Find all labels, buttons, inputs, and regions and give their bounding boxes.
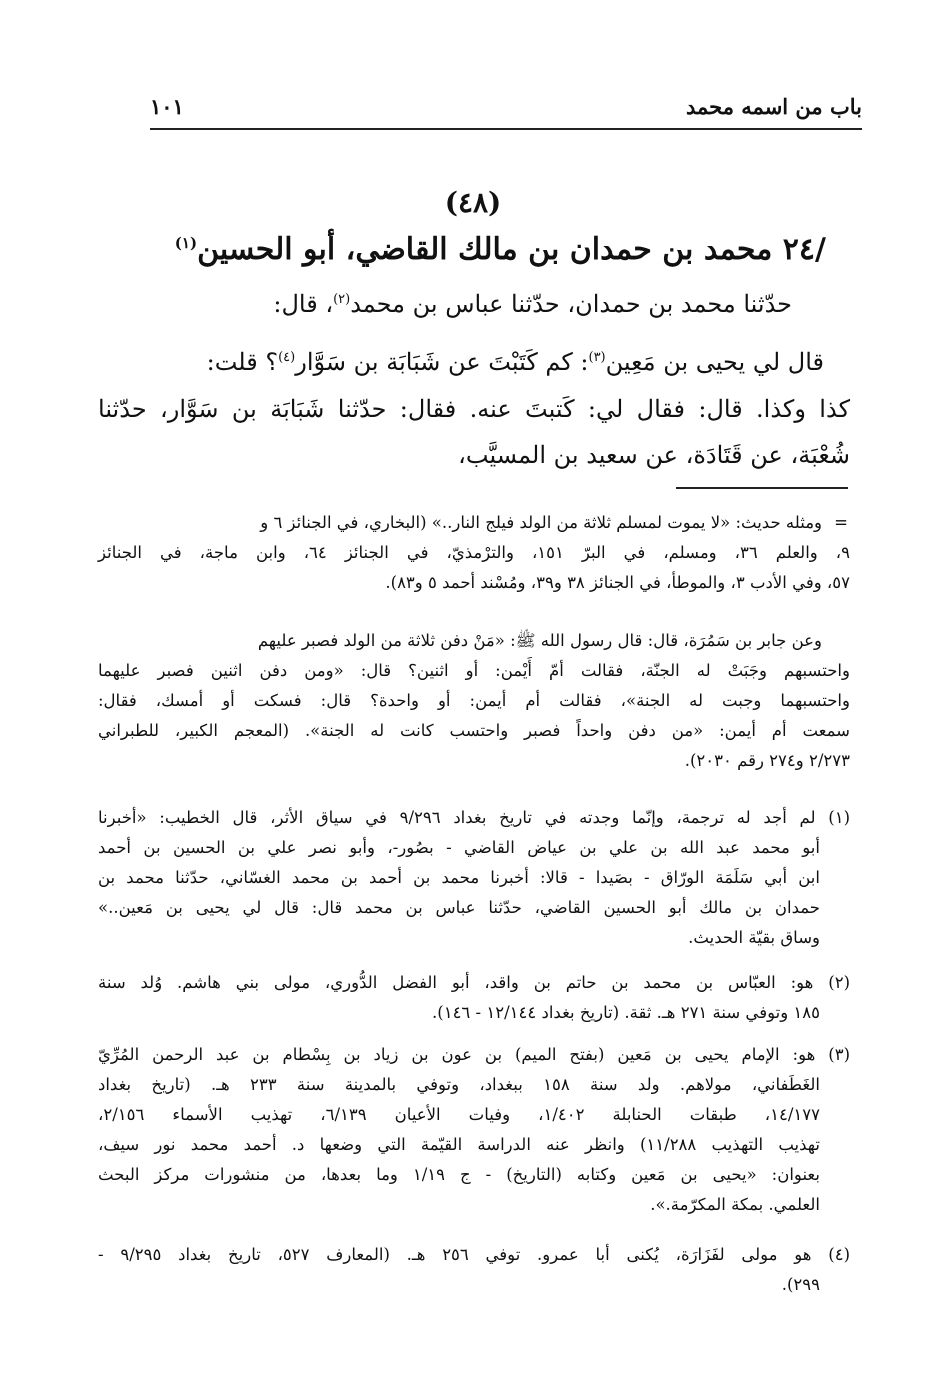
footnote-line: ٢/٢٧٣ و٢٧٤ رقم ٢٠٣٠). (684, 751, 850, 770)
isnad-end: ، قال: (273, 290, 334, 318)
footnote-4 (98, 1240, 850, 1300)
footnote-line: أبو محمد عبد الله بن علي بن عياض القاضي - بصُور-، وأبو نصر علي بن الحسين بن أحمد (98, 838, 820, 857)
text-segment: ؟ قلت: (206, 348, 279, 376)
page-number: ١٠١ (150, 94, 184, 119)
footnote-line: العلمي. بمكة المكرّمة.». (650, 1195, 820, 1214)
footnote-3 (98, 1040, 850, 1220)
footnote-ref: (٤) (278, 350, 296, 365)
footnote-line: تهذيب التهذيب ١١/٢٨٨) وانظر عنه الدراسة القيّمة التي وضعها د. أحمد محمد نور سيف، (98, 1135, 820, 1154)
continuation-marker: = (834, 513, 848, 532)
footnote-line: (٢) هو: العبّاس بن محمد بن حاتم بن واقد، أبو الفضل الدُّوري، مولى بني هاشم. وُلد سنة (98, 973, 850, 992)
text-line-3: شُعْبَة، عن قَتَادَة، عن سعيد بن المسيَّب، (458, 441, 850, 469)
running-title: باب من اسمه محمد (686, 94, 862, 119)
footnote-line: ابن أبي سَلَمَة الورّاق - بصَيدا - قالا: أخبرنا محمد بن أحمد بن محمد الغسّاني، حدّثنا محمد بن (98, 868, 820, 887)
footnote-line: ٥٧، وفي الأدب ٣، والموطأ، في الجنائز ٣٨ و٣٩، ومُسْند أحمد ٥ و٨٣). (385, 573, 850, 592)
isnad-line (132, 290, 792, 318)
footnote-ref: (٣) (588, 350, 606, 365)
text-line-2: كذا وكذا. قال: فقال لي: كَتبتَ عنه. فقال: حدّثنا شَبَابَة بن سَوَّار، حدّثنا (98, 395, 850, 423)
text-segment: قال لي يحيى بن مَعِين (605, 348, 824, 376)
text-line-1 (89, 348, 824, 376)
footnote-jabir (98, 626, 850, 776)
footnote-line: (٤) هو مولى لفَزَارَة، يُكنى أبا عمرو. توفي ٢٥٦ هـ. (المعارف ٥٢٧، تاريخ بغداد ٩/٢٩٥ - (98, 1245, 850, 1264)
footnote-line: الغَطَفاني، مولاهم. ولد سنة ١٥٨ ببغداد، وتوفي بالمدينة سنة ٢٣٣ هـ. (تاريخ بغداد (98, 1075, 820, 1094)
footnote-line: واحتسبهما وجبت له الجنة»، فقالت أم أيمن: أو واحدة؟ قال: فسكت أو أمسك، فقال: (98, 691, 850, 710)
entry-number: (٤٨) (444, 186, 502, 219)
entry-title-text: /٢٤ محمد بن حمدان بن مالك القاضي، أبو الحسين (197, 232, 826, 267)
header-rule (150, 128, 862, 130)
footnote-line: ٩، والعلم ٣٦، ومسلم، في البرّ ١٥١، والترْمذيّ، في الجنائز ٦٤، وابن ماجة، في الجنائز (98, 543, 850, 562)
footnote-line: سمعت أم أيمن: «من دفن واحداً فصبر واحتسب كانت له الجنة». (المعجم الكبير، للطبراني (98, 721, 850, 740)
footnote-1 (98, 803, 850, 953)
footnote-line: ١٤/١٧٧، طبقات الحنابلة ١/٤٠٢، وفيات الأعيان ٦/١٣٩، تهذيب الأسماء ٢/١٥٦، (98, 1105, 820, 1124)
footnote-line: (١) لم أجد له ترجمة، وإنّما وجدته في تاريخ بغداد ٩/٢٩٦ في سياق الأثر، قال الخطيب: «أخبرنا (98, 808, 851, 827)
text-segment: : كم كَتَبْتَ عن شَبَابَة بن سَوَّار (295, 348, 589, 376)
footnote-line: ومثله حديث: «لا يموت لمسلم ثلاثة من الولد فيلج النار..» (البخاري، في الجنائز ٦ و (260, 513, 822, 532)
entry-title (106, 232, 826, 267)
running-header (150, 86, 862, 126)
footnote-ref: (٢) (333, 292, 351, 307)
footnote-line: واحتسبهم وجَبَتْ له الجنّة، فقالت أمّ أَيْمن: أو اثنين؟ قال: «ومن دفن اثنين فصبر عليهما (98, 661, 850, 680)
footnote-line: وساق بقيّة الحديث. (688, 928, 820, 947)
footnote-line: بعنوان: «يحيى بن مَعين وكتابه (التاريخ) - ج ١/١٩ وما بعدها، من منشورات مركز البحث (98, 1165, 820, 1184)
footnote-ref: (١) (174, 234, 198, 252)
footnote-separator (676, 487, 848, 489)
footnote-line: حمدان بن مالك أبو الحسين القاضي، حدّثنا عباس بن محمد قال: قال لي يحيى بن مَعين..» (98, 898, 820, 917)
isnad-text: حدّثنا محمد بن حمدان، حدّثنا عباس بن محمد (350, 290, 792, 318)
footnote-line: (٣) هو: الإمام يحيى بن مَعين (بفتح الميم) بن عون بن زياد بن بِسْطام بن عبد الرحمن المُرِّيّ (98, 1045, 850, 1064)
footnote-line: ١٨٥ وتوفي سنة ٢٧١ هـ. ثقة. (تاريخ بغداد ١٢/١٤٤ - ١٤٦). (432, 1003, 820, 1022)
footnote-2 (98, 968, 850, 1028)
footnote-line: وعن جابر بن سَمُرَة، قال: قال رسول الله ﷺ: «مَنْ دفن ثلاثة من الولد فصبر عليهم (257, 631, 822, 650)
footnote-continuation (98, 508, 850, 598)
footnote-line: ٢٩٩). (781, 1275, 820, 1294)
